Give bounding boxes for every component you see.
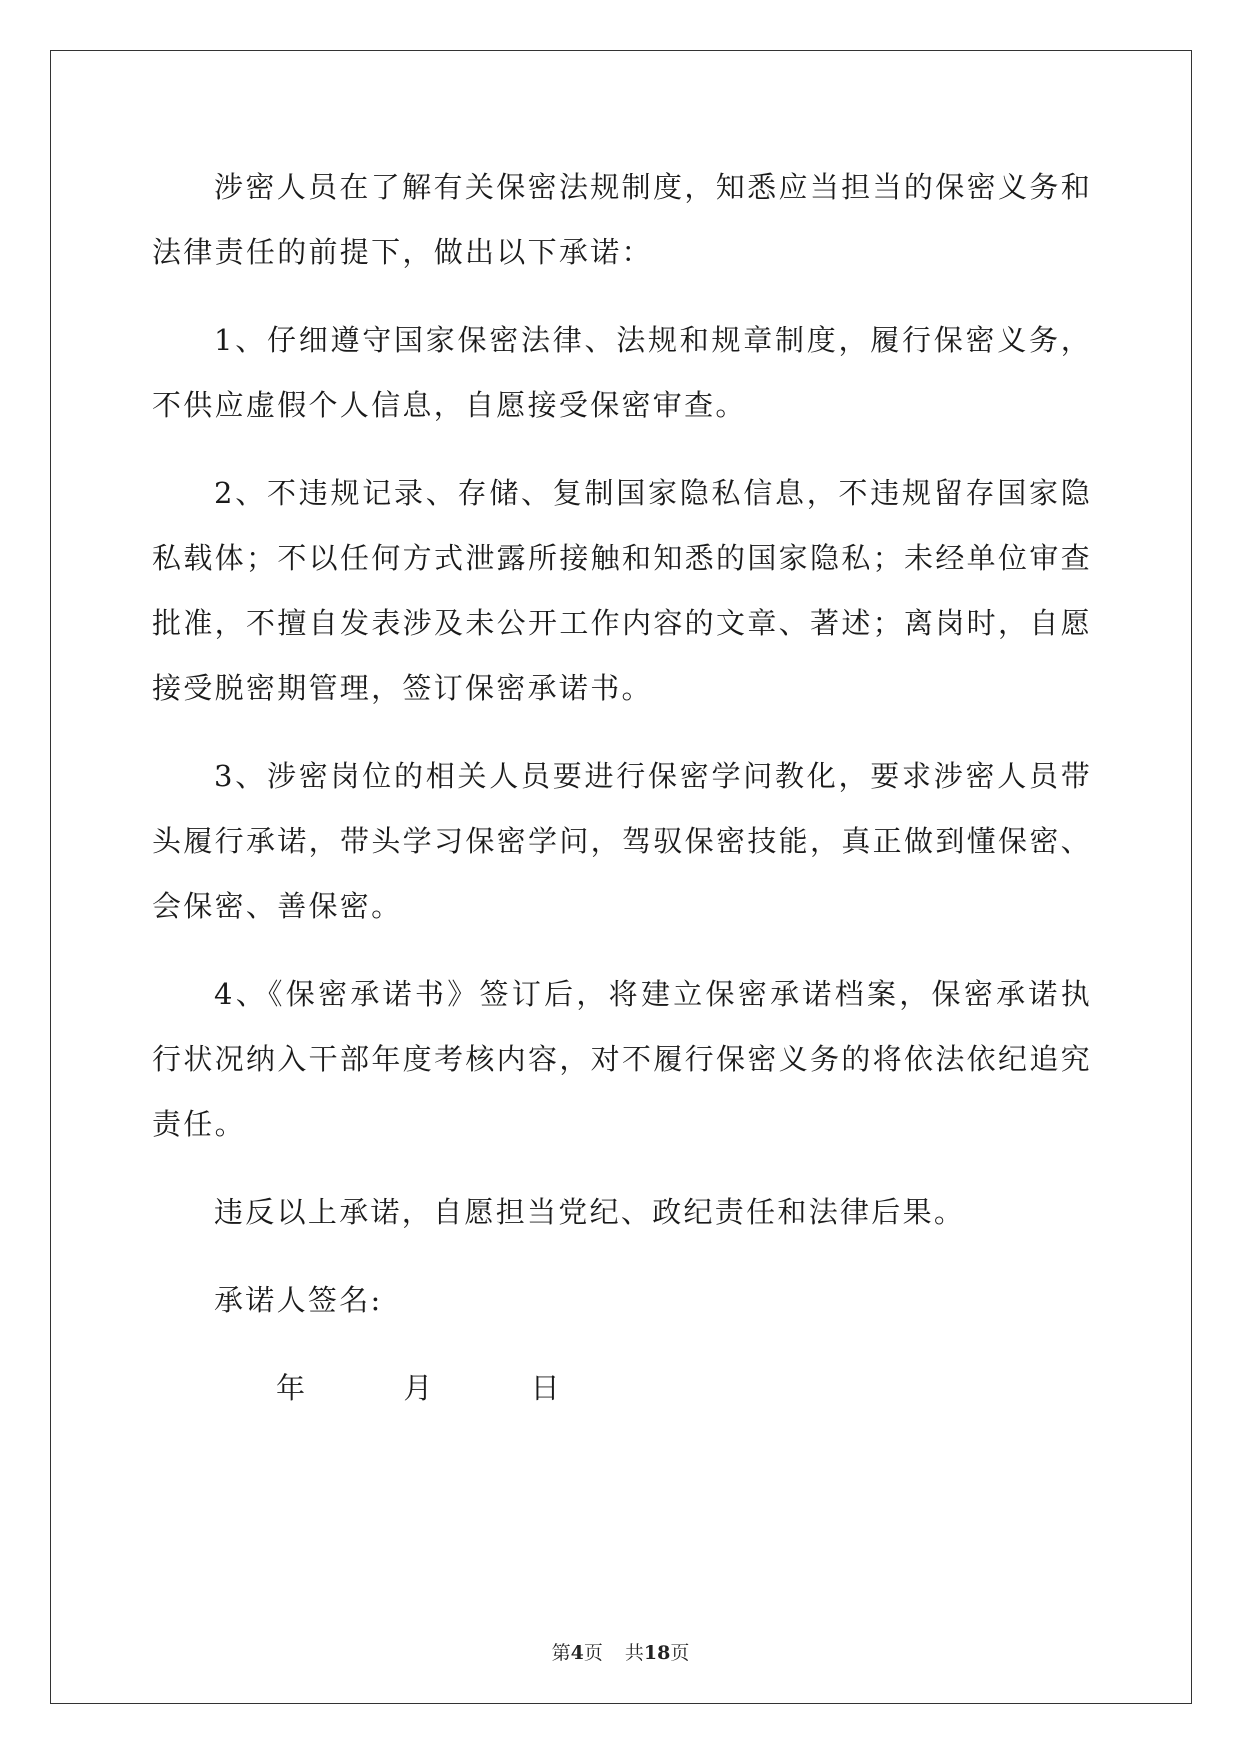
date-month: 月 xyxy=(403,1371,435,1405)
intro-paragraph: 涉密人员在了解有关保密法规制度，知悉应当担当的保密义务和法律责任的前提下，做出以下承诺： xyxy=(152,170,1092,269)
footer-page-suffix: 页 xyxy=(583,1642,603,1664)
date-year: 年 xyxy=(276,1371,308,1405)
commitment-item-2: 2、不违规记录、存储、复制国家隐私信息，不违规留存国家隐私载体；不以任何方式泄露所接触和知悉的国家隐私；未经单位审查批准，不擅自发表涉及未公开工作内容的文章、著述；离岗时，自愿接受脱密期管理，签订保密承诺书。 xyxy=(152,476,1092,705)
violation-statement: 违反以上承诺，自愿担当党纪、政纪责任和法律后果。 xyxy=(214,1195,966,1229)
footer-total-prefix: 共 xyxy=(624,1642,644,1664)
document-body xyxy=(152,155,1092,1421)
footer-total-suffix: 页 xyxy=(670,1642,690,1664)
total-page-number: 18 xyxy=(643,1642,671,1664)
current-page-number: 4 xyxy=(570,1642,584,1664)
date-line xyxy=(152,1356,1092,1421)
signature-line: 承诺人签名: xyxy=(214,1283,383,1317)
commitment-item-1: 1、仔细遵守国家保密法律、法规和规章制度，履行保密义务，不供应虚假个人信息，自愿接受保密审查。 xyxy=(152,323,1092,422)
date-day: 日 xyxy=(530,1371,562,1405)
commitment-item-4: 4、《保密承诺书》签订后，将建立保密承诺档案，保密承诺执行状况纳入干部年度考核内容，对不履行保密义务的将依法依纪追究责任。 xyxy=(152,977,1092,1141)
page-footer xyxy=(0,1638,1241,1665)
footer-prefix: 第 xyxy=(551,1642,571,1664)
commitment-item-3: 3、涉密岗位的相关人员要进行保密学问教化，要求涉密人员带头履行承诺，带头学习保密学问，驾驭保密技能，真正做到懂保密、会保密、善保密。 xyxy=(152,759,1092,923)
